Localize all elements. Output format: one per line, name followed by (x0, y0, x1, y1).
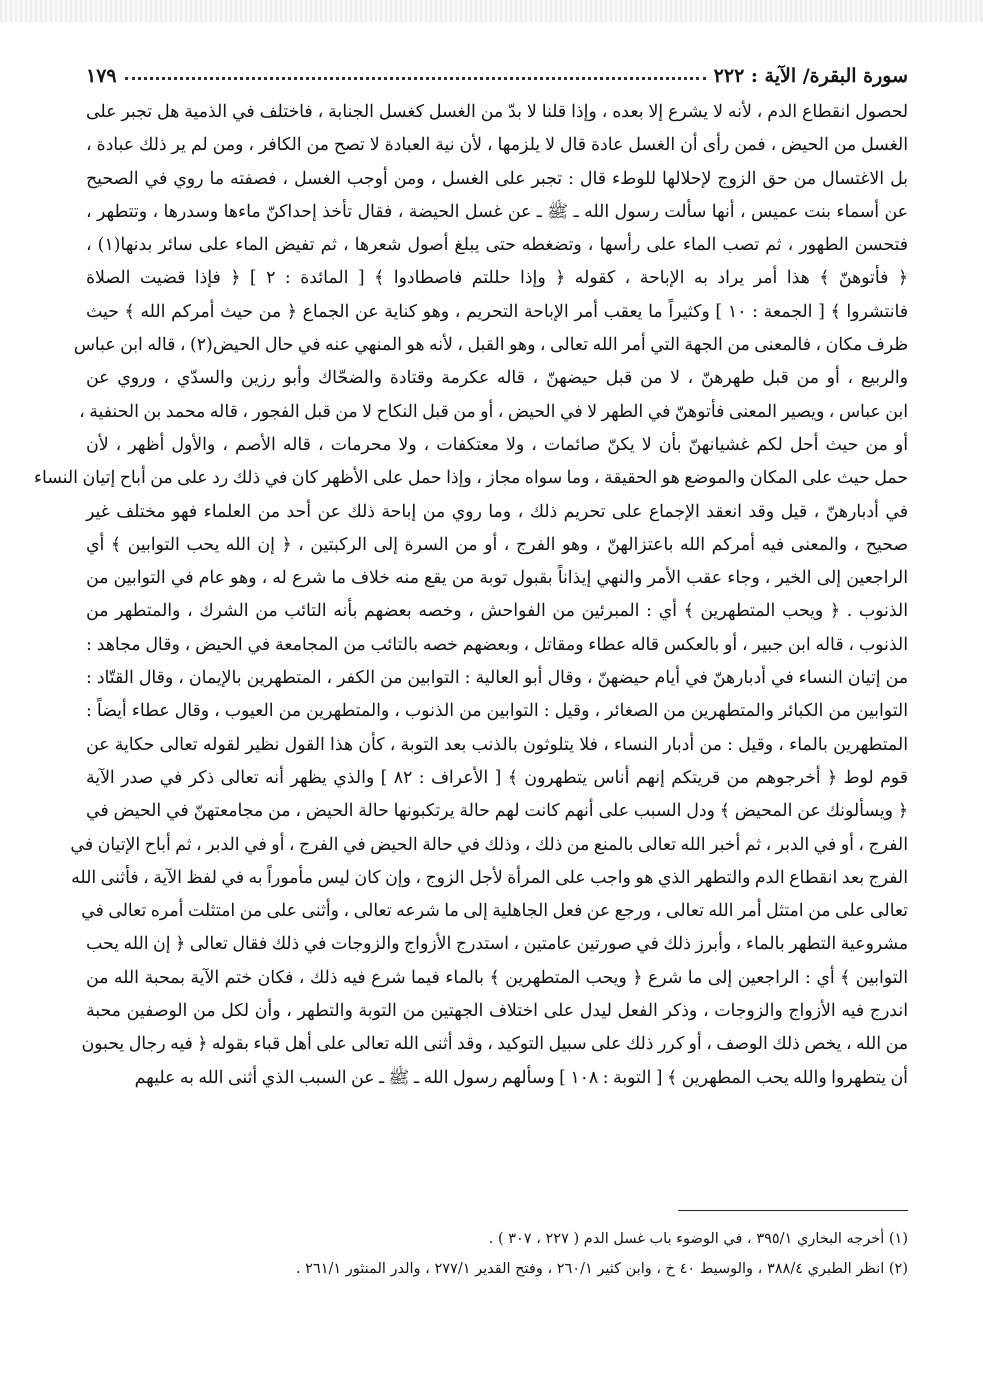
body-line: صحيح ، والمعنى فيه أمركم الله باعتزالهنّ ، وهو الفرج ، أو من السرة إلى الركبتين ، ﴿ إن الله يحب التوابين ﴾ أي (86, 534, 908, 555)
footnote: (٢) انظر الطبري ٣٨٨/٤ ، والوسيط ٤٠ خ ، وابن كثير ٢٦٠/١ ، وفتح القدير ٢٧٧/١ ، والدر المنثور ٢٦١/١ . (295, 1261, 908, 1277)
body-line: من الله ، يخص ذلك الوصف ، أو كرر ذلك على سبيل التوكيد ، وقد أثنى الله تعالى على أهل قباء بقوله ﴿ فيه رجال يحبون (81, 1034, 908, 1055)
page (33, 54, 908, 1277)
body-line: ابن عباس ، ويصير المعنى فأتوهنّ في الطهر لا في الحيض ، أو من قبل النكاح لا من قبل الفجور ، قاله محمد بن الحنفية ، (79, 401, 908, 422)
body-line: لحصول انقطاع الدم ، لأنه لا يشرع إلا بعده ، وإذا قلنا لا بدّ من الغسل كغسل الجنابة ، فاختلف في الذمية هل تجبر على (86, 102, 908, 122)
footnote-rule (678, 1210, 908, 1211)
body-line: الفرج بعد انقطاع الدم والتطهر الذي هو واجب على المرأة لأجل الزوج ، وإن كان ليس مأموراً به في لفظ الآية ، فأثنى الله (71, 867, 908, 888)
body-line: الذنوب ، قاله ابن جبير ، أو بالعكس قاله عطاء ومقاتل ، وبعضهم خصه بالتائب من المجامعة في الحيض ، وقال مجاهد : (86, 634, 908, 655)
body-line: في أدبارهنّ ، قيل وقد انعقد الإجماع على تحريم ذلك ، وما روي من إباحة ذلك عن أحد من العلماء فهو مختلف غير (86, 501, 908, 522)
body-line: قوم لوط ﴿ أخرجوهم من قريتكم إنهم أناس يتطهرون ﴾ [ الأعراف : ٨٢ ] والذي يظهر أنه تعالى ذكر في صدر الآية (86, 767, 908, 788)
running-head (86, 54, 908, 86)
body-line: التوابين ﴾ أي : الراجعين إلى ما شرع ﴿ ويحب المتطهرين ﴾ بالماء فيما شرع فيه ذلك ، فكان ختم الآية بمحبة الله من (86, 967, 908, 988)
surah-header-title: سورة البقرة/ الآية : ٢٢٢ (713, 65, 908, 87)
body-line: أن يتطهروا والله يحب المطهرين ﴾ [ التوبة : ١٠٨ ] وسألهم رسول الله ـ ﷺ ـ عن السبب الذي أثنى الله به عليهم (134, 1067, 908, 1088)
body-line: تعالى على من امتثل أمر الله تعالى ، ورجع عن فعل الجاهلية إلى ما شرعه تعالى ، وأثنى على من امتثلت أمره تعالى في (81, 901, 908, 922)
footnotes (86, 1224, 908, 1284)
page-number: ١٧٩ (86, 65, 117, 87)
body-line: فتحسن الطهور ، ثم تصب الماء على رأسها ، وتضغطه حتى يبلغ أصول شعرها ، ثم تفيض الماء على سائر بدنها(١) ، (86, 235, 908, 256)
body-line: حمل حيث على المكان والموضع هو الحقيقة ، وما سواه مجاز ، وإذا حمل على الأظهر كان في ذلك رد على من أباح إتيان النساء (33, 468, 908, 489)
body-line: ظرف مكان ، فالمعنى من الجهة التي أمر الله تعالى ، وهو القبل ، لأنه هو المنهي عنه في حال الحيض(٢) ، قاله ابن عباس (73, 335, 908, 356)
scan-edge (0, 0, 983, 22)
body-line: والربيع ، أو من قبل طهرهنّ ، لا من قبل حيضهنّ ، قاله عكرمة وقتادة والضحّاك وأبو رزين والسدّي ، وروي عن (86, 368, 908, 389)
body-line: الذنوب . ﴿ ويحب المتطهرين ﴾ أي : المبرئين من الفواحش ، وخصه بعضهم بأنه التائب من الشرك ، والمتطهر من (86, 601, 908, 622)
body-line: الغسل من الحيض ، فمن رأى أن الغسل عادة قال لا يلزمها ، لأن نية العبادة لا تصح من الكافر ، ومن لم ير ذلك عبادة ، (86, 135, 908, 156)
body-line: من إتيان النساء في أدبارهنّ في أيام حيضهنّ ، وقال أبو العالية : التوابين من الكفر ، المتطهرين بالإيمان ، وقال القتّاد : (86, 668, 908, 689)
body-line: المتطهرين بالماء ، وقيل : من أدبار النساء ، فلا يتلوثون بالذنب بعد التوبة ، كأن هذا القول نظير لقوله تعالى حكاية عن (86, 734, 908, 755)
body-line: التوابين من الكبائر والمتطهرين من الصغائر ، وقيل : التوابين من الذنوب ، والمتطهرين من العيوب ، وقال عطاء أيضاً : (86, 701, 908, 722)
body-line: عن أسماء بنت عميس ، أنها سألت رسول الله ـ ﷺ ـ عن غسل الحيضة ، فقال تأخذ إحداكنّ ماءها وسدرها ، وتتطهر ، (86, 201, 908, 222)
body-line: ﴿ فأتوهنّ ﴾ هذا أمر يراد به الإباحة ، كقوله ﴿ وإذا حللتم فاصطادوا ﴾ [ المائدة : ٢ ] ﴿ فإذا قضيت الصلاة (86, 268, 908, 289)
body-line: الراجعين إلى الخير ، وجاء عقب الأمر والنهي إيذاناً بقبول توبة من يقع منه خلاف ما شرع له ، وهو عام في التوابين من (86, 568, 908, 589)
header-dot-leader (125, 77, 706, 80)
body-line: بل الاغتسال من حق الزوج لإحلالها للوطء قال : تجبر على الغسل ، ومن أوجب الغسل ، فصفته ما روي في الصحيح (86, 168, 908, 189)
body-line: مشروعية التطهر بالماء ، وأبرز ذلك في صورتين عامتين ، استدرج الأزواج والزوجات في ذلك فقال تعالى ﴿ إن الله يحب (86, 934, 908, 955)
body-line: اندرج فيه الأزواج والزوجات ، وذكر الفعل ليدل على اختلاف الجهتين من التوبة والتطهر ، وأن لكل من الوصفين محبة (86, 1001, 908, 1022)
body-line: الفرج ، أو في الدبر ، ثم أخبر الله تعالى بالمنع من ذلك ، وذلك في حالة الحيض في الفرج ، أو في الدبر ، ثم أباح الإتيان في (70, 834, 908, 855)
body-line: ﴿ ويسألونك عن المحيض ﴾ ودل السبب على أنهم كانت لهم حالة يرتكبونها حالة الحيض ، من مجامعتهنّ في الحيض في (86, 801, 908, 822)
body-text (33, 96, 908, 1095)
body-line: أو من حيث أحل لكم غشيانهنّ بأن لا يكنّ صائمات ، ولا معتكفات ، ولا محرمات ، قاله الأصم ، والأول أظهر ، لأن (86, 434, 908, 455)
footnote: (١) أخرجه البخاري ٣٩٥/١ ، في الوضوء باب غسل الدم ( ٢٢٧ ، ٣٠٧ ) . (488, 1231, 908, 1247)
body-line: فانتشروا ﴾ [ الجمعة : ١٠ ] وكثيراً ما يعقب أمر الإباحة التحريم ، وهو كناية عن الجماع ﴿ من حيث أمركم الله ﴾ حيث (86, 301, 908, 322)
